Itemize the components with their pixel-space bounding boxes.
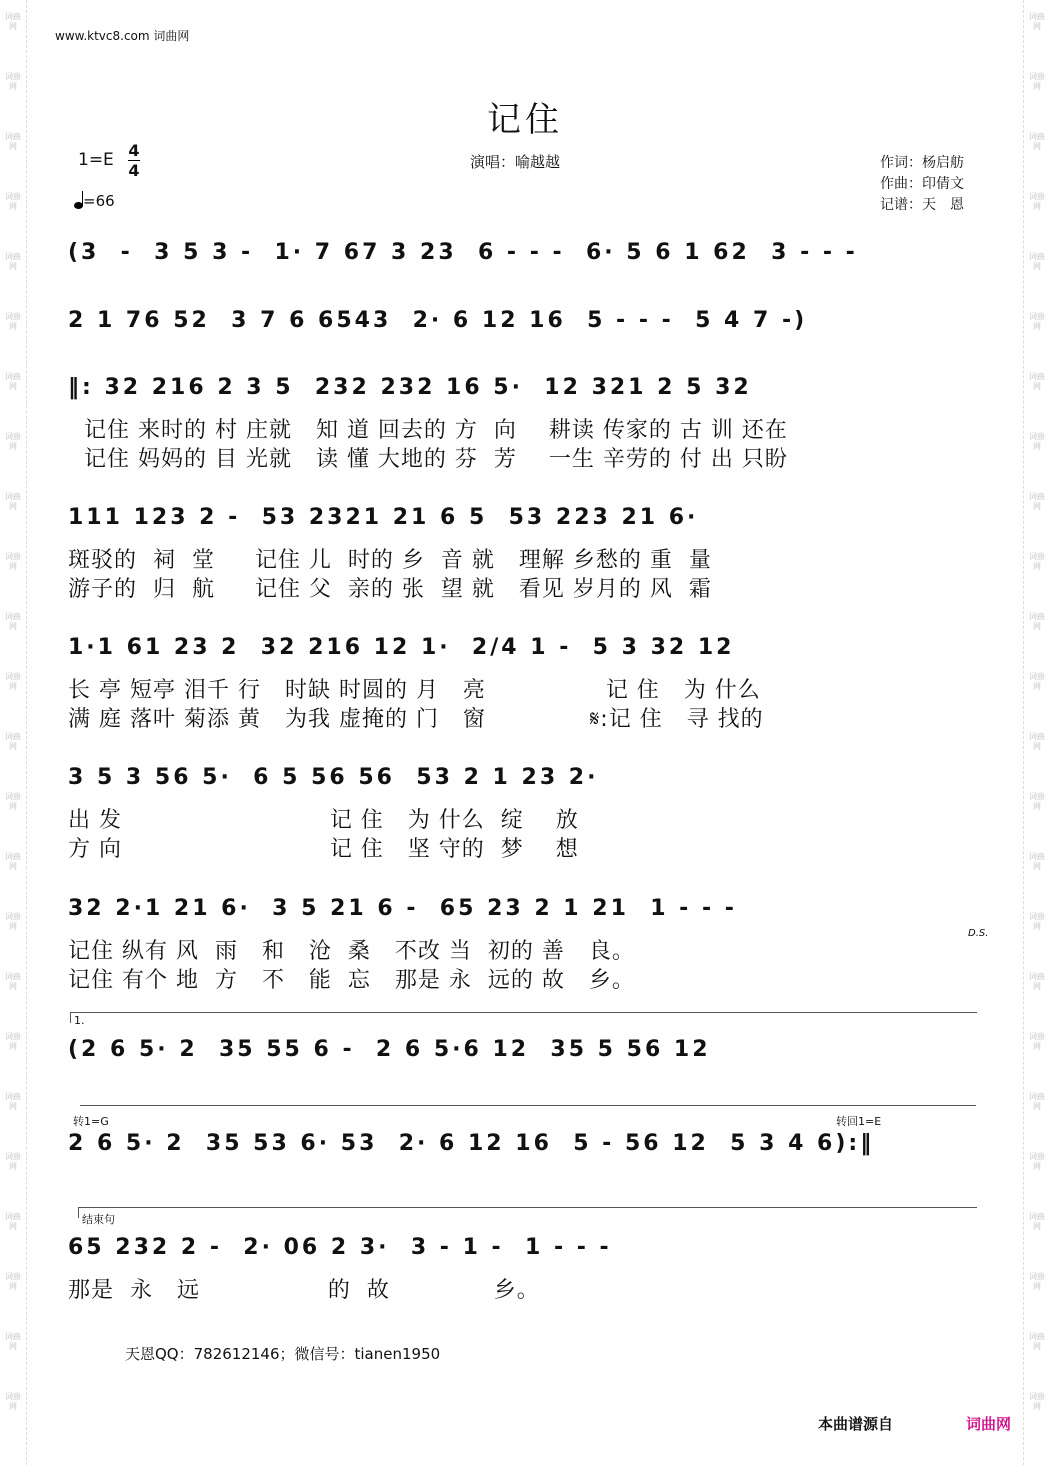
watermark-mark: 词曲网 [1029,432,1045,451]
lyric-line: 满 庭 落叶 菊添 黄 为我 虚掩的 门 窗 𝄋:记 住 寻 找的 [68,707,764,732]
notation-line: 65 232 2 - 2· 06 2 3· 3 - 1 - 1 - - - [68,1235,612,1260]
watermark-mark: 词曲网 [1029,792,1045,811]
time-signature-top: 4 [128,141,140,160]
watermark-mark: 词曲网 [1029,192,1045,211]
watermark-mark: 词曲网 [5,972,21,991]
ending-label: 结束句 [82,1213,115,1226]
credit-music: 作曲：印倩文 [880,176,964,192]
modulation-label: 转1=G [73,1115,109,1128]
watermark-mark: 词曲网 [5,852,21,871]
volta-label: 1. [74,1014,85,1027]
notation-line: 111 123 2 - 53 2321 21 6 5 53 223 21 6· [68,505,699,530]
footer-source: 本曲谱源自 [818,1415,894,1433]
watermark-mark: 词曲网 [5,12,21,31]
watermark-mark: 词曲网 [5,72,21,91]
notation-line: ‖: 32 216 2 3 5 232 232 16 5· 12 321 2 5 32 [68,375,752,400]
site-url[interactable]: www.ktvc8.com 词曲网 [55,29,190,43]
watermark-mark: 词曲网 [1029,372,1045,391]
watermark-mark: 词曲网 [5,732,21,751]
watermark-mark: 词曲网 [5,372,21,391]
footer-site-link[interactable]: 词曲网 [966,1415,1012,1433]
left-watermark-strip [0,0,27,1465]
lyric-line: 斑驳的 祠 堂 记住 儿 时的 乡 音 就 理解 乡愁的 重 量 [68,548,712,573]
notation-line: 3 5 3 56 5· 6 5 56 56 53 2 1 23 2· [68,765,599,790]
watermark-mark: 词曲网 [1029,252,1045,271]
watermark-mark: 词曲网 [1029,1152,1045,1171]
singer: 演唱：喻越越 [470,153,561,171]
ds-marking: D.S. [968,928,989,939]
watermark-mark: 词曲网 [5,1212,21,1231]
lyric-line: 记住 妈妈的 目 光就 读 懂 大地的 芬 芳 一生 辛劳的 付 出 只盼 [68,447,788,472]
watermark-mark: 词曲网 [5,1032,21,1051]
watermark-mark: 词曲网 [5,192,21,211]
watermark-mark: 词曲网 [5,432,21,451]
song-title: 记住 [487,100,563,140]
watermark-mark: 词曲网 [1029,972,1045,991]
ending-bracket [78,1207,977,1218]
quarter-note-icon [74,202,83,209]
watermark-mark: 词曲网 [5,612,21,631]
watermark-mark: 词曲网 [1029,552,1045,571]
time-signature [128,141,140,180]
notation-line: 2 6 5· 2 35 53 6· 53 2· 6 12 16 5 - 56 12 5 3 4 6):‖ [68,1131,875,1156]
watermark-mark: 词曲网 [1029,912,1045,931]
watermark-mark: 词曲网 [5,912,21,931]
lyric-line: 游子的 归 航 记住 父 亲的 张 望 就 看见 岁月的 风 霜 [68,577,712,602]
watermark-mark: 词曲网 [1029,1032,1045,1051]
watermark-mark: 词曲网 [1029,72,1045,91]
watermark-mark: 词曲网 [5,1092,21,1111]
watermark-mark: 词曲网 [1029,672,1045,691]
watermark-mark: 词曲网 [1029,132,1045,151]
return-key-label: 转回1=E [836,1115,882,1128]
watermark-mark: 词曲网 [5,132,21,151]
contact-info: 天恩QQ：782612146；微信号：tianen1950 [125,1345,441,1363]
lyric-line: 出 发 记 住 为 什么 绽 放 [68,808,579,833]
credit-transcribed: 记谱：天 恩 [880,197,964,213]
watermark-mark: 词曲网 [5,792,21,811]
lyric-line: 那是 永 远 的 故 乡。 [68,1278,540,1303]
watermark-mark: 词曲网 [5,312,21,331]
watermark-mark: 词曲网 [1029,1092,1045,1111]
watermark-mark: 词曲网 [1029,1332,1045,1351]
watermark-mark: 词曲网 [5,1272,21,1291]
key-signature: 1=E [78,150,114,170]
watermark-mark: 词曲网 [1029,612,1045,631]
watermark-mark: 词曲网 [5,1332,21,1351]
watermark-mark: 词曲网 [1029,732,1045,751]
watermark-mark: 词曲网 [1029,1392,1045,1411]
watermark-mark: 词曲网 [1029,852,1045,871]
notation-line: (2 6 5· 2 35 55 6 - 2 6 5·6 12 35 5 56 12 [68,1037,711,1062]
watermark-mark: 词曲网 [5,1392,21,1411]
lyric-line: 记住 纵有 风 雨 和 沧 桑 不改 当 初的 善 良。 [68,939,635,964]
notation-line: 2 1 76 52 3 7 6 6543 2· 6 12 16 5 - - - 5 4 7 -) [68,308,808,333]
lyric-line: 长 亭 短亭 泪千 行 时缺 时圆的 月 亮 记 住 为 什么 [68,678,761,703]
lyric-line: 记住 有个 地 方 不 能 忘 那是 永 远的 故 乡。 [68,968,635,993]
credit-lyrics: 作词：杨启舫 [880,155,964,171]
watermark-mark: 词曲网 [1029,1212,1045,1231]
watermark-mark: 词曲网 [5,492,21,511]
lyric-line: 记住 来时的 村 庄就 知 道 回去的 方 向 耕读 传家的 古 训 还在 [68,418,788,443]
watermark-mark: 词曲网 [5,1152,21,1171]
watermark-mark: 词曲网 [1029,492,1045,511]
lyric-line: 方 向 记 住 坚 守的 梦 想 [68,837,579,862]
watermark-mark: 词曲网 [5,252,21,271]
notation-line: 32 2·1 21 6· 3 5 21 6 - 65 23 2 1 21 1 - - - [68,896,737,921]
watermark-mark: 词曲网 [5,672,21,691]
tempo: =66 [74,192,115,210]
notation-line: 1·1 61 23 2 32 216 12 1· 2/4 1 - 5 3 32 12 [68,635,735,660]
watermark-mark: 词曲网 [1029,12,1045,31]
notation-line: (3 - 3 5 3 - 1· 7 67 3 23 6 - - - 6· 5 6 1 62 3 - - - [68,240,858,265]
watermark-mark: 词曲网 [5,552,21,571]
right-watermark-strip [1023,0,1050,1465]
watermark-mark: 词曲网 [1029,312,1045,331]
watermark-mark: 词曲网 [1029,1272,1045,1291]
time-signature-bottom: 4 [128,161,140,180]
volta-bracket [70,1012,977,1023]
